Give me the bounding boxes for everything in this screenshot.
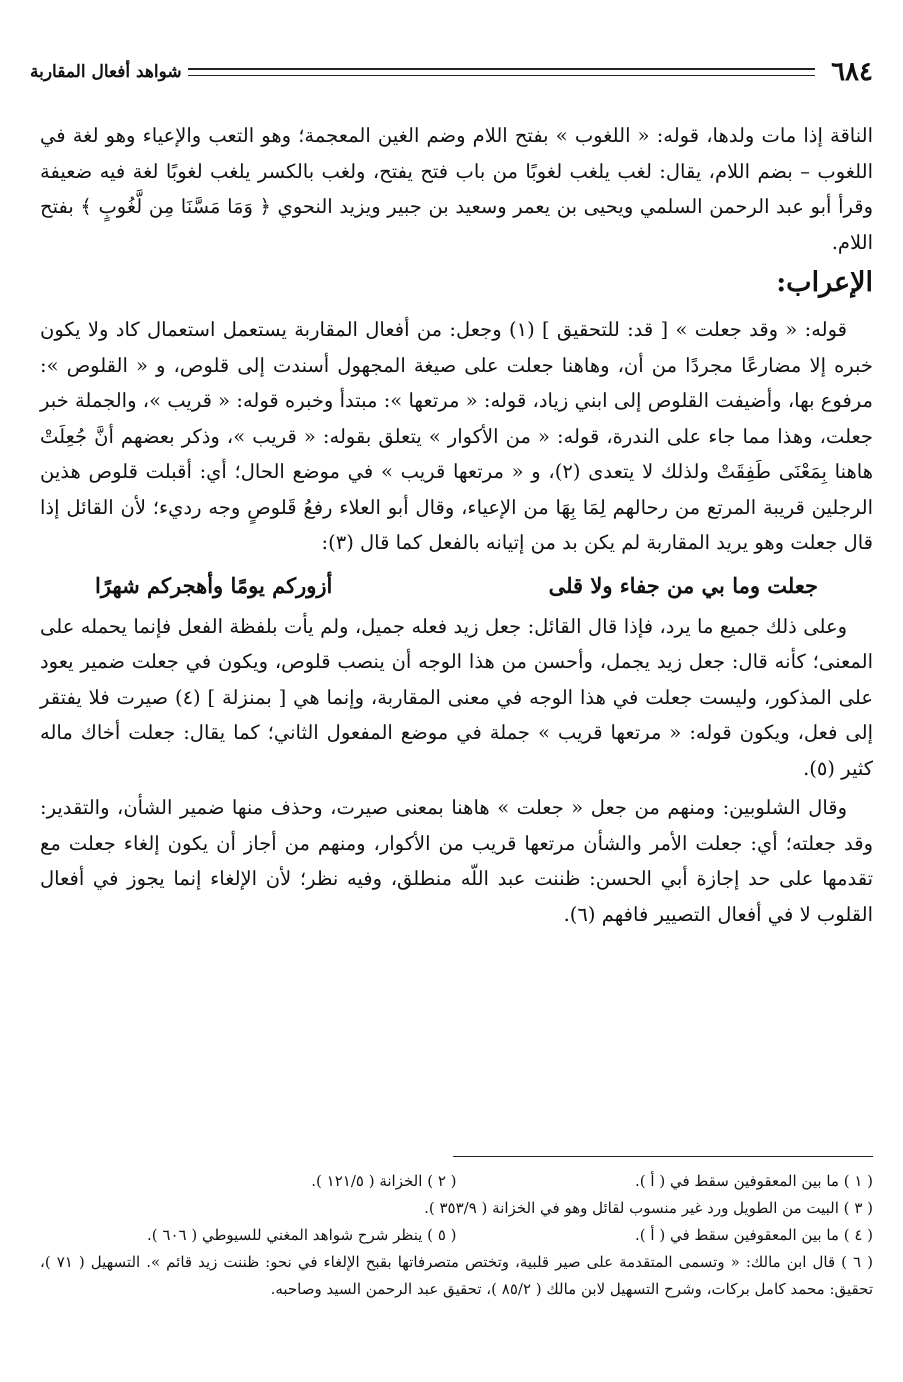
running-title: شواهد أفعال المقاربة <box>30 62 182 82</box>
footnote-5: ( ٥ ) ينظر شرح شواهد المغني للسيوطي ( ٦٠٦ ). <box>147 1226 457 1244</box>
section-heading: الإعراب: <box>776 267 873 298</box>
footnote-1: ( ١ ) ما بين المعقوفين سقط في ( أ ). <box>635 1172 873 1190</box>
page-number: ٦٨٤ <box>831 57 873 87</box>
verse-first-hemistich: جعلت وما بي من جفاء ولا قلى <box>548 572 818 598</box>
verse-second-hemistich: أزوركم يومًا وأهجركم شهرًا <box>95 572 333 598</box>
paragraph-meaning: وعلى ذلك جميع ما يرد، فإذا قال القائل: جعل زيد فعله جميل، ولم يأت بلفظة الفعل فإنما يحمله على المعنى؛ كأنه قال: جعل زيد يجمل، وأحسن من هذا الوجه أن ينصب قلوص، ويكون في جعلت ضمير يعود على المذكور، وليست جعلت في هذا الوجه في معنى المقاربة، وإنما هي [ بمنزلة ] (٤) صيرت فلا يفتقر إلى فعل، ويكون قوله: « مرتعها قريب » جملة في موضع المفعول الثاني؛ كما يقال: جعلت أخاك ماله كثير (٥). <box>40 614 873 780</box>
footnote-row <box>40 1222 873 1249</box>
footnotes <box>40 1168 873 1303</box>
footnote-3: ( ٣ ) البيت من الطويل ورد غير منسوب لقائل وهو في الخزانة ( ٣٥٣/٩ ). <box>424 1199 873 1217</box>
paragraph-analysis: قوله: « وقد جعلت » [ قد: للتحقيق ] (١) وجعل: من أفعال المقاربة يستعمل استعمال كاد ولا يكون خبره إلا مضارعًا مجردًا من أن، وهاهنا جعلت على صيغة المجهول أسندت إلى قلوص، و « القلوص »: مرفوع بها، وأضيفت القلوص إلى ابني زياد، قوله: « مرتعها »: مبتدأ وخبره قوله: « قريب »، والجملة خبر جعلت، وهذا مما جاء على الندرة، قوله: « من الأكوار » يتعلق بقوله: « قريب »، وذكر بعضهم أنَّ جُعِلَتْ هاهنا بِمَعْنَى طَفِقَتْ ولذلك لا يتعدى (٢)، و « مرتعها قريب » في موضع الحال؛ أي: أقبلت قلوص هذين الرجلين قريبة المرتع من رحالهم لِمَا بِهَا من الإعياء، وقال أبو العلاء رفعُ قَلوصٍ وجه رديء؛ لأن القائل إذا قال جعلت وهو يريد المقاربة لم يكن بد من إتيانه بالفعل كما قال (٣): <box>40 318 873 554</box>
footnote-separator <box>453 1156 873 1157</box>
paragraph-intro: الناقة إذا مات ولدها، قوله: « اللغوب » بفتح اللام وضم الغين المعجمة؛ وهو التعب والإعياء وهو لغة في اللغوب – بضم اللام، يقال: لغب يلغب لغوبًا من باب فتح يفتح، ولغب بالكسر يلغب لغوبًا لغة فيه ضعيفة وقرأ أبو عبد الرحمن السلمي ويحيى بن يعمر وسعيد بن جبير ويزيد النحوي ﴿ وَمَا مَسَّنَا مِن لَّغُوبٍ ﴾ بفتح اللام. <box>40 124 873 254</box>
main-text <box>40 118 873 932</box>
footnote-2: ( ٢ ) الخزانة ( ١٢١/٥ ). <box>311 1172 457 1190</box>
footnote-6: ( ٦ ) قال ابن مالك: « وتسمى المتقدمة على صير قلبية، وتختص متصرفاتها بقبح الإلغاء في نحو: ظننت زيد قائم ». التسهيل ( ٧١ )، تحقيق: محمد كامل بركات، وشرح التسهيل لابن مالك ( ٨٥/٢ )، تحقيق عبد الرحمن السيد وصاحبه. <box>40 1253 873 1298</box>
page-header <box>30 55 873 89</box>
footnote-row <box>40 1168 873 1195</box>
footnote-4: ( ٤ ) ما بين المعقوفين سقط في ( أ ). <box>635 1226 873 1244</box>
paragraph-shalawbin: وقال الشلوبين: ومنهم من جعل « جعلت » هاهنا بمعنى صيرت، وحذف منها ضمير الشأن، والتقدير: وقد جعلته؛ أي: جعلت الأمر والشأن مرتعها قريب من الأكوار، ومنهم من أجاز أن يكون إلغاء جعلت مع تقدمها على حد إجازة أبي الحسن: ظننت عبد اللّه منطلق، وفيه نظر؛ لأن الإلغاء إنما يجوز في أفعال القلوب لا في أفعال التصيير فافهم (٦). <box>40 796 873 926</box>
header-rule <box>188 68 815 76</box>
poetry-verse <box>40 569 873 603</box>
